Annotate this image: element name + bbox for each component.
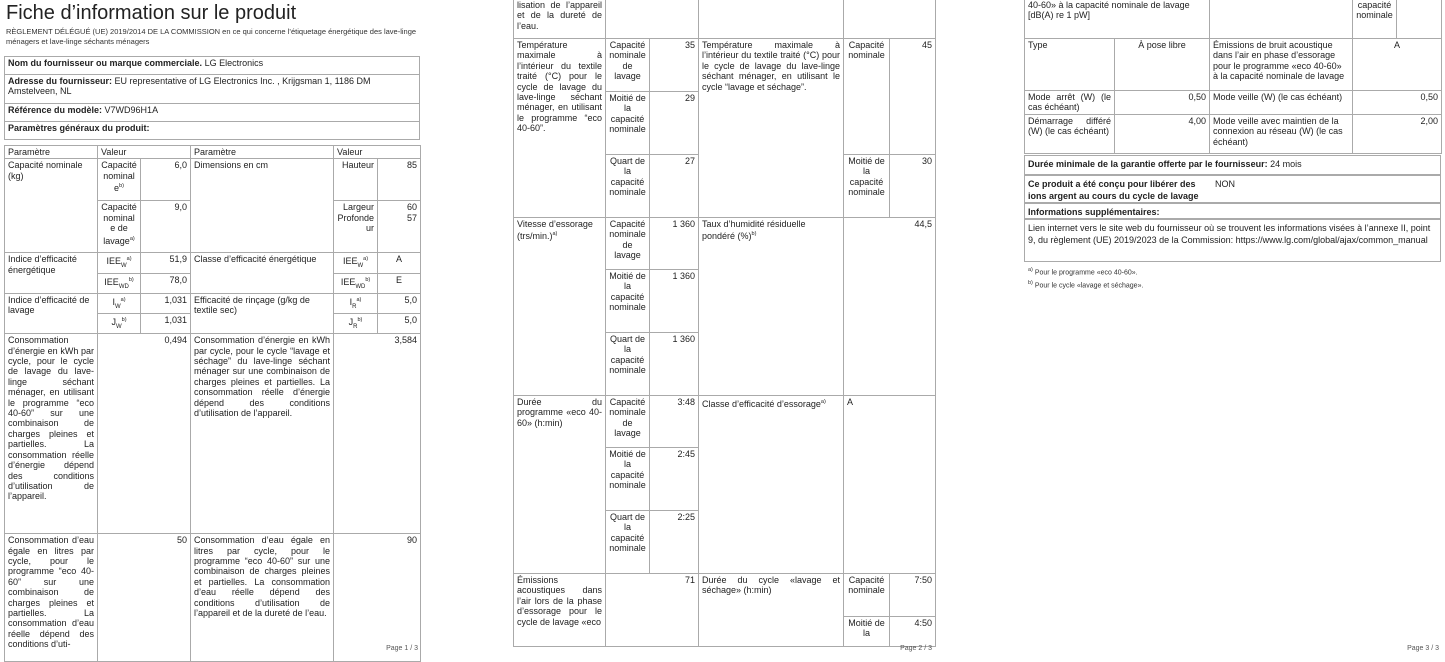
spin-full: 1 360 (650, 218, 699, 270)
sub-nom: Capacité nominale (844, 574, 890, 617)
jr-sym: $J_R^{b)}$ (334, 314, 378, 334)
cap-label: Capacité nominale (kg) (5, 159, 98, 253)
page-title: Fiche d’information sur le produit (6, 2, 297, 24)
standby-val: 0,50 (1353, 91, 1442, 115)
delay-val: 4,00 (1115, 115, 1210, 154)
temp-wd-label: Température maximale à l’intérieur du textile traité (°C) pour le cycle de lavage du lave-linge séchant ménager, en utilisant le cycle “lavage et séchage”. (699, 39, 844, 218)
noise-class-val: A (1353, 39, 1442, 91)
footnote-b: $^{b)}$ Pour le cycle «lavage et séchage». (1028, 280, 1144, 290)
wash-eff-label: Indice d’efficacité de lavage (5, 293, 98, 333)
energy-w-val: 0,494 (98, 334, 191, 534)
col-header-param: Paramètre (191, 146, 334, 159)
jr-val: 5,0 (378, 314, 421, 334)
iee-wd-val: 78,0 (141, 273, 191, 293)
cap-dry-val: 9,0 (141, 201, 191, 253)
empty-cell (1210, 0, 1353, 39)
params-table-p1 (4, 145, 421, 662)
page-2 (510, 0, 938, 654)
params-table-p3 (1024, 0, 1442, 154)
energy-w-label: Consommation d’énergie en kWh par cycle, pour le cycle de lavage du lave-linge séchant ménager, en utilisant le programme “eco 40-60” sur une combinaison de charges pleines et partielles. La consommation réelle d’énergie dépend des conditions d’utilisation de l’appareil. (5, 334, 98, 534)
empty-cell (606, 0, 699, 39)
iee-w-val: 51,9 (141, 253, 191, 273)
page-number: Page 3 / 3 (1407, 645, 1439, 652)
class-wd-val: E (378, 273, 421, 293)
supplier-table (4, 56, 420, 140)
temp-half: 29 (650, 92, 699, 155)
off-val: 0,50 (1115, 91, 1210, 115)
width-depth-val: 60 57 (378, 201, 421, 253)
page-number: Page 1 / 3 (386, 645, 418, 652)
supplier-name-row: Nom du fournisseur ou marque commerciale. LG Electronics (5, 57, 420, 75)
class-w-sym: $IEE_W^{a)}$ (334, 253, 378, 273)
class-label: Classe d’efficacité énergétique (191, 253, 334, 293)
iee-w-sym: $IEE_W^{a)}$ (98, 253, 141, 273)
dim-label: Dimensions en cm (191, 159, 334, 253)
delay-label: Démarrage différé (W) (le cas échéant) (1025, 115, 1115, 154)
cap-wash-sub: Capacité nominale$^{b)}$ (98, 159, 141, 201)
class-wd-sym: $IEE_{WD}^{b)}$ (334, 273, 378, 293)
class-w-val: A (378, 253, 421, 273)
type-label: Type (1025, 39, 1115, 91)
width-depth-label: Largeur Profondeur (334, 201, 378, 253)
water-wd-val: 90 (334, 534, 421, 662)
footnote-a: $^{a)}$ Pour le programme «eco 40-60». (1028, 267, 1138, 277)
cont-left: 40-60» à la capacité nominale de lavage [dB(A) re 1 pW] (1025, 0, 1210, 39)
dur-quarter: 2:25 (650, 511, 699, 574)
spin-label: Vitesse d’essorage $(trs/\min.)^{a)}$ (514, 218, 606, 396)
sub-half: Moitié de la (844, 617, 890, 647)
noise-class-label: Émissions de bruit acoustique dans l’air en phase d’essorage pour le programme «eco 40-60» à la capacité nominale de lavage (1210, 39, 1353, 91)
sub-quarter: Quart de la capacité nominale (606, 155, 650, 218)
page-number: Page 2 / 3 (900, 645, 932, 652)
water-w-val: 50 (98, 534, 191, 662)
net-standby-label: Mode veille avec maintien de la connexion au réseau (W) (le cas échéant) (1210, 115, 1353, 154)
empty-cell (844, 0, 936, 39)
spin-half: 1 360 (650, 270, 699, 333)
temp-full: 35 (650, 39, 699, 92)
standby-label: Mode veille (W) (le cas échéant) (1210, 91, 1353, 115)
dur-half: 2:45 (650, 448, 699, 511)
dur-full: 3:48 (650, 396, 699, 448)
empty-cell (699, 0, 844, 39)
net-standby-val: 2,00 (1353, 115, 1442, 154)
silver-ions-row (1024, 175, 1441, 203)
energy-wd-val: 3,584 (334, 334, 421, 534)
iw-sym: $I_W^{a)}$ (98, 293, 141, 313)
sub-quarter: Quart de la capacité nominale (606, 333, 650, 396)
jw-val: 1,031 (141, 314, 191, 334)
spin-quarter: 1 360 (650, 333, 699, 396)
noise-val: 71 (606, 574, 699, 647)
temp-quarter: 27 (650, 155, 699, 218)
silver-val: NON (1215, 179, 1235, 189)
iee-label: Indice d’efficacité énergétique (5, 253, 98, 293)
temp-wd-half: 30 (890, 155, 936, 218)
extra-info-heading: Informations supplémentaires: (1024, 203, 1441, 219)
height-label: Hauteur (334, 159, 378, 201)
ir-val: 5,0 (378, 293, 421, 313)
supplier-link-text: Lien internet vers le site web du fournisseur où se trouvent les informations visées à l’annexe II, point 9, du règlement (UE) 2019/2023 de la Commission: https://www.lg.com/global/ajax/common_manual (1024, 219, 1441, 262)
duration-wd-label: Durée du cycle «lavage et séchage» (h:min) (699, 574, 844, 647)
dur-wd-half: 4:50 (890, 617, 936, 647)
supplier-address-row: Adresse du fournisseur: EU representative of LG Electronics Inc. , Krijgsman 1, 1186 DM Amstelveen, NL (5, 75, 420, 104)
model-row: Référence du modèle: V7WD96H1A (5, 104, 420, 122)
sub-full: Capacité nominale de lavage (606, 39, 650, 92)
off-label: Mode arrêt (W) (le cas échéant) (1025, 91, 1115, 115)
sub-full: Capacité nominale de lavage (606, 218, 650, 270)
col-header-param: Paramètre (5, 146, 98, 159)
water-wd-label: Consommation d’eau égale en litres par cycle, pour le programme “eco 40-60” sur une combinaison de charges pleines et partielles. La consommation d’eau réelle dépend des conditions d’utilisation de l’appareil et de la dureté de l’eau. (191, 534, 334, 662)
sub-full: Capacité nominale de lavage (606, 396, 650, 448)
duration-label: Durée du programme «eco 40-60» (h:min) (514, 396, 606, 574)
iee-wd-sym: $IEE_{WD}^{b)}$ (98, 273, 141, 293)
sub-half: Moitié de la capacité nominale (606, 270, 650, 333)
sub-nom: Capacité nominale (844, 39, 890, 155)
warranty-row: Durée minimale de la garantie offerte par le fournisseur: 24 mois (1024, 155, 1441, 175)
energy-wd-label: Consommation d’énergie en kWh par cycle, pour le cycle “lavage et séchage” du lave-linge séchant ménager sur une combinaison de charges pleines et partielles. La consommation réelle d’énergie dépend des conditions d’utilisation de l’appareil. (191, 334, 334, 534)
regulation-text: RÈGLEMENT DÉLÉGUÉ (UE) 2019/2014 DE LA COMMISSION en ce qui concerne l’étiquetage énergétique des lave-linge ménagers et lave-linge séchants ménagers (6, 27, 417, 46)
params-table-p2 (513, 0, 936, 647)
general-params-heading: Paramètres généraux du produit: (5, 122, 420, 140)
humid-val: 44,5 (844, 218, 936, 396)
page-3 (1020, 0, 1445, 654)
cap-dry-sub: Capacité nominale de lavage$^{a)}$ (98, 201, 141, 253)
col-header-value: Valeur (98, 146, 191, 159)
jw-sym: $J_W^{b)}$ (98, 314, 141, 334)
cap-wash-val: 6,0 (141, 159, 191, 201)
water-w-label: Consommation d’eau égale en litres par cycle, pour le programme “eco 40-60” sur une combinaison de charges pleines et partielles. La consommation d’eau réelle dépend des conditions d’uti- (5, 534, 98, 662)
noise-label: Émissions acoustiques dans l’air lors de la phase d’essorage pour le cycle de lavage «eco (514, 574, 606, 647)
sub-half: Moitié de la capacité nominale (606, 92, 650, 155)
humid-label: Taux d’humidité résiduelle pondéré (%)$^{b)}$ (699, 218, 844, 396)
dur-wd-full: 7:50 (890, 574, 936, 617)
temp-label: Température maximale à l’intérieur du textile traité (°C) pour le cycle de lavage du lave-linge séchant ménager, en utilisant le programme “eco 40-60”. (514, 39, 606, 218)
sub-half: Moitié de la capacité nominale (606, 448, 650, 511)
cont-text: lisation de l’appareil et de la dureté de l’eau. (514, 0, 606, 39)
spin-class-val: A (844, 396, 936, 574)
iw-val: 1,031 (141, 293, 191, 313)
silver-label: Ce produit a été conçu pour libérer des ions argent au cours du cycle de lavage (1028, 179, 1199, 201)
empty-cell (1397, 0, 1442, 39)
rinse-label: Efficacité de rinçage (g/kg de textile sec) (191, 293, 334, 333)
height-val: 85 (378, 159, 421, 201)
temp-wd-full: 45 (890, 39, 936, 155)
spin-class-label: Classe d’efficacité d’essorage$^{a)}$ (699, 396, 844, 574)
sub-quarter: Quart de la capacité nominale (606, 511, 650, 574)
page-1 (0, 0, 424, 654)
type-val: À pose libre (1115, 39, 1210, 91)
cont-right: capacité nominale (1353, 0, 1397, 39)
col-header-value: Valeur (334, 146, 421, 159)
ir-sym: $I_R^{a)}$ (334, 293, 378, 313)
sub-half: Moitié de la capacité nominale (844, 155, 890, 218)
